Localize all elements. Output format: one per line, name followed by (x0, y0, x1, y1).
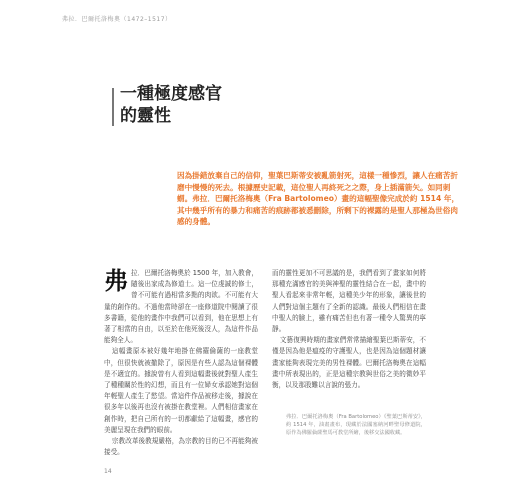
body-paragraph: 宗教改革後教規嚴格，為宗教的目的已不再能夠被接受。 (104, 437, 258, 457)
body-column-right (272, 268, 426, 391)
page-number: 14 (104, 468, 112, 475)
drop-cap: 弗 (104, 266, 128, 295)
running-head: 弗拉．巴爾托洛梅奧（1472–1517） (62, 16, 172, 23)
title-line-1: 一種極度感官 (120, 84, 222, 104)
body-paragraph: 拉．巴爾托洛梅奧於 1500 年，加入教會，隨後出家成為修道士。這一位虔誠的修士，曾不可能有過相當多點的肉欲。不可能有大量的創作的。不過他當時卻在一座修道院中閱讀了很多書籍，從他的畫作中我們可以看到，他在思想上有著了相當的自由，以至於在他死後沒人，為這件作品能夠全人。 (104, 269, 258, 345)
body-paragraph: 文藝復興時期的畫家們常常描繪聖葉巴斯蒂安，不僅是因為他是瘟疫的守護聖人，也是因為這個題材讓畫家能夠表現完美的男性裸體。巴爾托洛梅奧在這幅畫中所表現出的，正是這種宗教與世俗之美的微妙平衡，以及那股難以言說的張力。 (272, 336, 426, 390)
body-paragraph: 而的靈性更加不可思議的是，我們看到了畫家如何將那種充滿感官的美與神聖的靈性結合在一起，畫中的聖人看起來非常年輕，這種美少年的形象，讓後世的人們對這個主題有了全新的認識。最後人們相信在畫中聖人的臉上，雖有痛苦但也有著一種令人驚異的寧靜。 (272, 269, 426, 334)
body-column-left (104, 268, 258, 458)
body-paragraph: 這幅畫原本被好幾年地掛在佛羅倫薩的一座教堂中，但很快就被撤除了，原因是有些人認為這個裸體是不適宜的。據說曾有人看到這幅畫後就對聖人產生了種種關於性的幻想，而且有一位婦女承認她對這個年輕聖人產生了慾望。當這件作品被移走後，據說在很多年以後再也沒有被掛在教堂裡。人們相信畫家在創作時，把自己所有的一切都獻給了這幅畫，感官的美麗呈現在我們的眼前。 (104, 347, 258, 434)
page-title (120, 83, 222, 127)
title-line-2: 的靈性 (120, 106, 171, 126)
image-caption: 弗拉．巴爾托洛梅奧（Fra Bartolomeo）《聖葉巴斯蒂安》，約 1514 年，油畫畫布，現藏於法國塞納河畔聖母修道院，原作為佛羅倫薩聖馬可教堂所繪，後移交法國收藏。 (286, 414, 426, 436)
intro-paragraph: 因為掛錯放棄自己的信仰，聖葉巴斯蒂安被亂箭射死，這樣一種慘烈，讓人在痛苦折磨中慢慢的死去。根據歷史記載，這位聖人再終死之之際，身上插滿箭矢。如同刺蝟。弗拉．巴爾托洛梅奧（Fra Bartolomeo）畫的這幅聖像完成於約 1514 年，其中幾乎所有的暴力和痛苦的痕跡都被悉刪除，所剩下的裸露的是聖人那極為世俗肉感的身體。 (177, 171, 460, 226)
title-accent-bar (112, 88, 114, 126)
